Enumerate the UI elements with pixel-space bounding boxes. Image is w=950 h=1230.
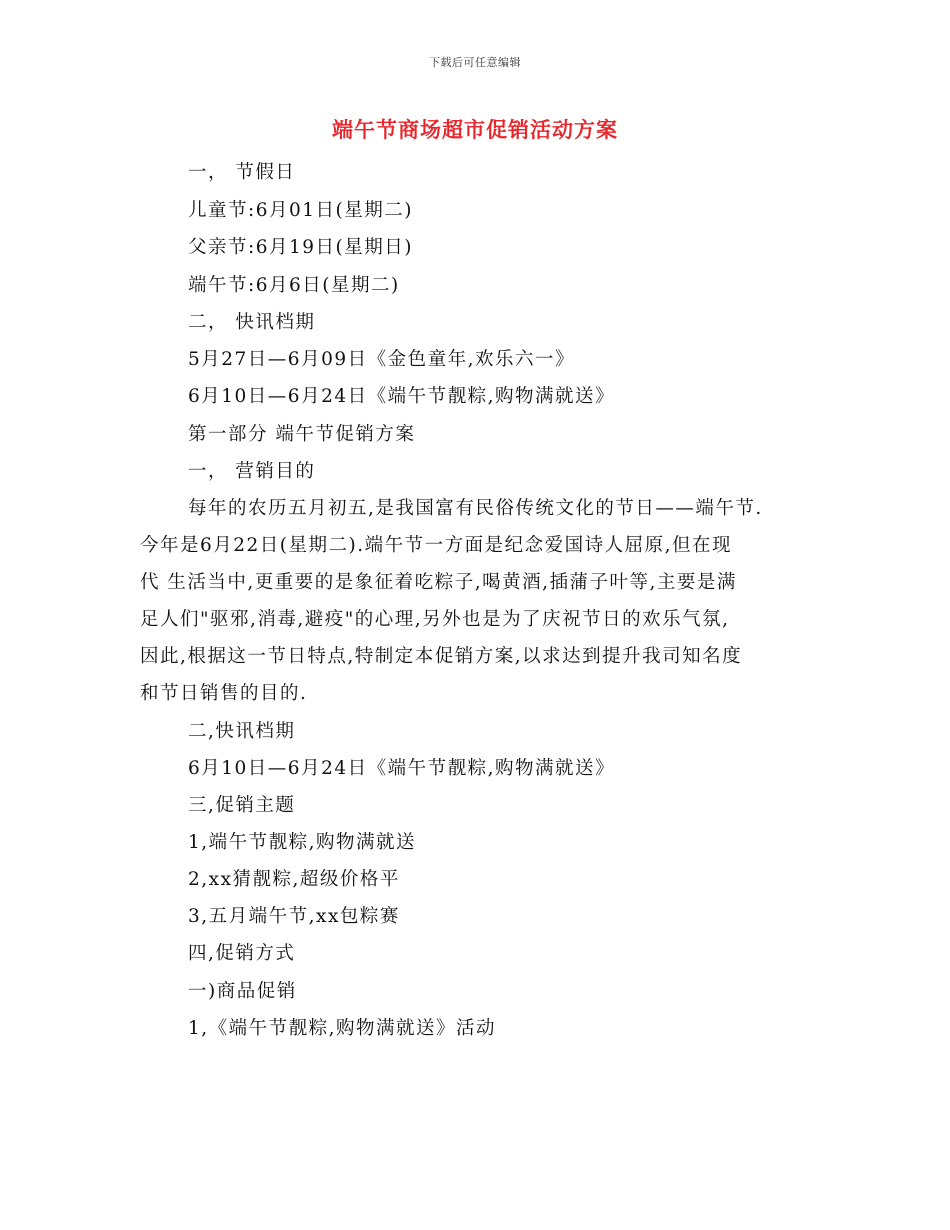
promotion-method-heading: 四,促销方式 xyxy=(188,943,296,964)
part-one-heading: 第一部分 端午节促销方案 xyxy=(188,424,416,445)
section-flyer-period-heading: 二， 快讯档期 xyxy=(188,312,316,333)
paragraph-line-4: 足人们"驱邪,消毒,避疫"的心理,另外也是为了庆祝节日的欢乐气氛, xyxy=(140,609,730,630)
promotion-theme-3: 3,五月端午节,xx包粽赛 xyxy=(188,906,400,927)
header-note: 下载后可任意编辑 xyxy=(429,56,521,69)
paragraph-line-2: 今年是6月22日(星期二).端午节一方面是纪念爱国诗人屈原,但在现 xyxy=(140,535,733,556)
section-holidays-heading: 一， 节假日 xyxy=(188,162,296,183)
product-promotion-heading: 一)商品促销 xyxy=(188,981,297,1002)
paragraph-line-1: 每年的农历五月初五,是我国富有民俗传统文化的节日——端午节. xyxy=(188,498,763,519)
flyer-period-3: 6月10日—6月24日《端午节靓粽,购物满就送》 xyxy=(188,758,616,779)
activity-item-1: 1,《端午节靓粽,购物满就送》活动 xyxy=(188,1018,497,1039)
holiday-dragon-boat: 端午节:6月6日(星期二) xyxy=(188,275,400,296)
flyer-period-heading-2: 二,快讯档期 xyxy=(188,721,296,742)
promotion-theme-2: 2,xx猜靓粽,超级价格平 xyxy=(188,869,400,890)
document-title: 端午节商场超市促销活动方案 xyxy=(332,117,618,142)
paragraph-line-6: 和节日销售的目的. xyxy=(140,683,308,704)
flyer-period-1: 5月27日—6月09日《金色童年,欢乐六一》 xyxy=(188,349,576,370)
marketing-goal-heading: 一， 营销目的 xyxy=(188,461,316,482)
paragraph-line-5: 因此,根据这一节日特点,特制定本促销方案,以求达到提升我司知名度 xyxy=(140,646,743,667)
holiday-fathers-day: 父亲节:6月19日(星期日) xyxy=(188,237,413,258)
promotion-theme-heading: 三,促销主题 xyxy=(188,795,296,816)
holiday-childrens-day: 儿童节:6月01日(星期二) xyxy=(188,200,413,221)
promotion-theme-1: 1,端午节靓粽,购物满就送 xyxy=(188,832,417,853)
flyer-period-2: 6月10日—6月24日《端午节靓粽,购物满就送》 xyxy=(188,386,616,407)
paragraph-line-3: 代 生活当中,更重要的是象征着吃粽子,喝黄酒,插蒲子叶等,主要是满 xyxy=(140,572,737,593)
